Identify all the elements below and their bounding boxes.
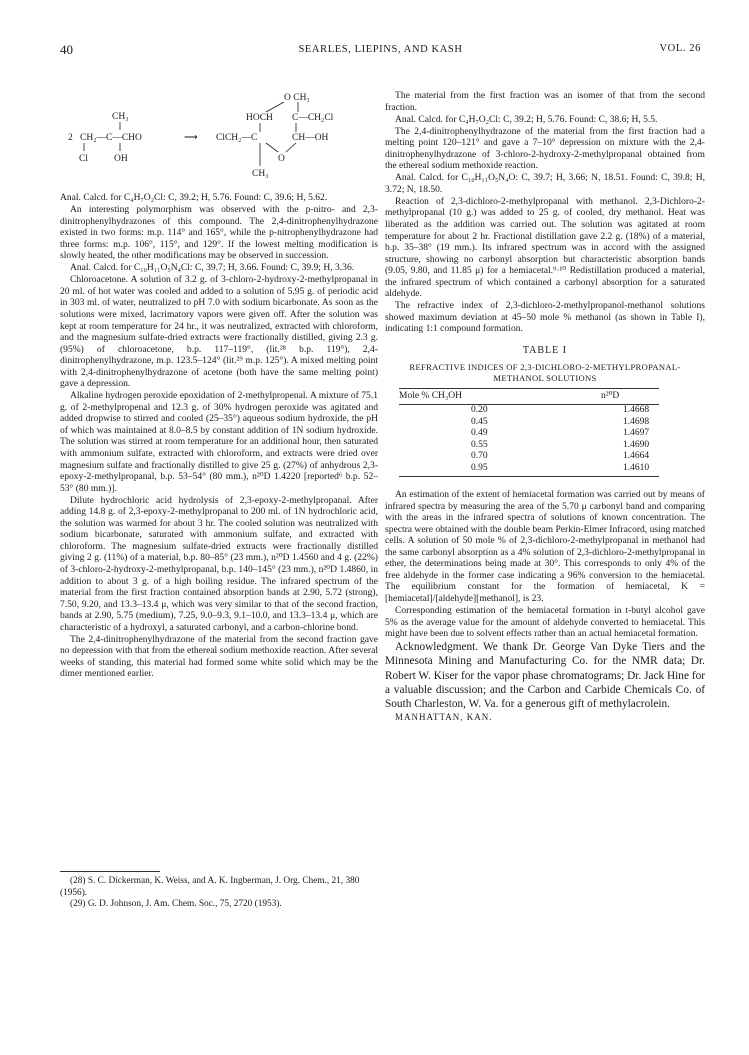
table-row xyxy=(399,440,659,452)
running-header xyxy=(60,42,701,62)
scheme-o-ring: O xyxy=(278,154,285,164)
table-cell-n: 1.4698 xyxy=(623,416,650,427)
table-cell-mole: 0.70 xyxy=(471,451,488,462)
scheme-o-ch3: O CH₃ xyxy=(284,93,310,103)
table-caption xyxy=(385,362,705,384)
footnotes xyxy=(60,871,378,911)
table-cell-n: 1.4668 xyxy=(623,405,650,416)
running-authors: SEARLES, LIEPINS, AND KASH xyxy=(298,44,463,55)
right-para-7: An estimation of the extent of hemiacetal formation was carried out by means of infrared spectra by measuring the area of the 5.70 μ carbonyl band and comparing with the areas in the infrared spectra of solutions of known concentration. The spectra were obtained with the double beam Perkin-Elmer Infracord, using matched cells. A solution of 50 mole % of 2,3-dichloro-2-methylpropanal in methanol had the same carbonyl absorption as a 4% solution of 2,3-dichloro-2-methylpropanal in ether, the determinations being made at 30°. This corresponds to only 4% of the free aldehyde in the former case indicating a 96% conversion to the hemiacetal. The equilibrium constant for the formation of hemiacetal, K = [hemiacetal]/[aldehyde][methanol], is 23. xyxy=(385,489,705,604)
right-para-4: Anal. Calcd. for C₁₀H₁₁O₅N₄O: C, 39.7; H, 3.66; N, 18.51. Found: C, 39.8; H, 3.72; N, 18.50. xyxy=(385,172,705,195)
reaction-scheme-drawing xyxy=(60,90,378,188)
acknowledgment: Acknowledgment. We thank Dr. George Van Dyke Tiers and the Minnesota Mining and Manufacturing Co. for the NMR data; Dr. Robert W. Kiser for the vapor phase chromatograms; Dr. Jack Hine for a valuable discussion; and the Carbon and Carbide Chemicals Co. of South Charleston, W. Va. for a generous gift of methylacrolein. xyxy=(385,641,705,710)
right-para-6: The refractive index of 2,3-dichloro-2-methylpropanol-methanol solutions showed maximum deviation at 45–50 mole % methanol (as shown in Table I), indicating 1:1 compound formation. xyxy=(385,300,705,335)
left-para-4: Chloroacetone. A solution of 3.2 g. of 3-chloro-2-hydroxy-2-methylpropanal in 20 ml. of hot water was cooled and added to a solution of 5.95 g. of periodic acid in 303 ml. of water, neutralized to pH 7.0 with sodium bicarbonate. As soon as the solutions were mixed, lacrimatory vapors were given off. After the solution was kept at room temperature for 24 hr., it was neutralized, extracted with chloroform, and the magnesium sulfate-dried extracts were fractionally distilled, giving 2.3 g. (95%) of chloroacetone, b.p. 117–119°, (lit.²⁸ b.p. 119°), 2,4-dinitrophenylhydrazone, m.p. 123.5–124° (lit.²⁹ m.p. 125°). A mixed melting point with 2,4-dinitrophenylhydrazone of acetone (both have the same melting point) gave a depression. xyxy=(60,274,378,390)
left-para-5: Alkaline hydrogen peroxide epoxidation of 2-methylpropenal. A mixture of 75.1 g. of 2-methylpropenal and 12.3 g. of 30% hydrogen peroxide was agitated and added dropwise to stirred and cooled (25–35°) aqueous sodium hydroxide, the pH of which was maintained at 8.0–8.5 by constant addition of 1N sodium hydroxide. The solution was stirred at room temperature for an additional hour, then saturated with ammonium sulfate, extracted with chloroform, and extracts were dried over magnesium sulfate and fractionally distilled to give 25 g. (27%) of anhydrous 2,3-epoxy-2-methylpropanal, b.p. 53–54° (80 mm.), n²⁰D 1.4220 [reported⁶ b.p. 52–53° (80 mm.)]. xyxy=(60,390,378,494)
table-header-n: n²⁰D xyxy=(601,388,659,405)
scheme-cl: Cl xyxy=(79,154,88,164)
table-header-row xyxy=(399,388,659,405)
reaction-scheme xyxy=(60,90,378,188)
table-title: TABLE I xyxy=(522,344,568,356)
table-caption-line-2: METHANOL SOLUTIONS xyxy=(493,372,597,383)
table-cell-n: 1.4610 xyxy=(601,463,659,477)
scheme-arrow: ⟶ xyxy=(184,133,198,143)
refractive-index-table xyxy=(399,388,659,478)
left-para-6: Dilute hydrochloric acid hydrolysis of 2,3-epoxy-2-methylpropanal. After adding 14.8 g. of 2,3-epoxy-2-methylpropanal to 200 ml. of 1N hydrochloric acid, the solution was warmed for about 3 hr. The cooled solution was neutralized with sodium bicarbonate, saturated with ammonium sulfate, and extracted with chloroform. The magnesium sulfate-dried extracts were fractionally distilled giving 2 g. (11%) of a material, b.p. 80–85° (23 mm.), n²⁰D 1.4560 and 4 g. (22%) of 3-chloro-2-hydroxy-2-methylpropanal, b.p. 140–145° (23 mm.), n²⁰D 1.4860, in addition to about 3 g. of a high boiling residue. The infrared spectrum of the material from the first fraction contained absorption bands at 2.90, 5.72 (strong), 7.50, 9.20, and 13.3–13.4 μ, which was very similar to that of the second fraction, bands at 2.90, 5.75 (medium), 7.25, 9.0–9.3, 9.1–10.0, and 13.3–13.4 μ, which are characteristic of a hydroxyl, a saturated carbonyl, and a carbon-chlorine bond. xyxy=(60,494,378,633)
scheme-ch3-top: CH₃ xyxy=(112,112,129,122)
footnote-29: (29) G. D. Johnson, J. Am. Chem. Soc., 75, 2720 (1953). xyxy=(70,899,282,909)
left-para-3: Anal. Calcd. for C₁₀H₁₁O₅N₄Cl: C, 39.7; H, 3.66. Found: C, 39.9; H, 3.36. xyxy=(70,262,355,274)
table-row xyxy=(399,463,659,477)
table-row xyxy=(399,417,659,429)
scheme-oh: OH xyxy=(114,154,128,164)
page-number: 40 xyxy=(60,42,73,57)
right-para-8: Corresponding estimation of the hemiacetal formation in t-butyl alcohol gave 5% as the average value for the amount of aldehyde converted to hemiacetal. This might have been due to solvent effects rather than an actual hemiacetal formation. xyxy=(385,605,705,640)
scheme-ch3-bottom: CH₃ xyxy=(252,169,269,179)
left-para-2: An interesting polymorphism was observed with the p-nitro- and 2,3-dinitrophenylhydrazones of this compound. The 2,4-dinitrophenylhydrazone existed in two forms: m.p. 114° and 165°, while the p-nitrophenylhydrazone had three forms: m.p. 106°, 115°, and 129°. If the lowest melting modification is slowly heated, the other modifications may be observed in succession. xyxy=(60,204,378,262)
table-cell-n: 1.4697 xyxy=(623,428,650,439)
right-para-5: Reaction of 2,3-dichloro-2-methylpropanal with methanol. 2,3-Dichloro-2-methylpropanal (10 g.) was added to 25 g. of cooled, dry methanol. Heat was liberated as the addition was carried out. The solution was agitated at room temperature for about 2 hr. Fractional distillation gave 2.2 g. (18%) of a material, b.p. 35–38° (19 mm.). Its infrared spectrum was in accord with the assigned structure, showing no carbonyl absorption but characteristic absorption bands (9.05, 9.80, and 11.85 μ) for a hemiacetal.⁹·¹⁰ Redistillation produced a material, the infrared spectrum of which contained a carbonyl absorption for a saturated aldehyde. xyxy=(385,195,705,300)
left-para-1: Anal. Calcd. for C₄H₇O₂Cl: C, 39.2; H, 5.76. Found: C, 39.6; H, 5.62. xyxy=(60,192,328,203)
table-cell-mole: 0.55 xyxy=(471,439,488,450)
right-para-2: Anal. Calcd. for C₄H₇O₂Cl: C, 39.2; H, 5.76. Found: C, 38.6; H, 5.5. xyxy=(395,113,658,125)
scheme-ch2-chain: CH₂—C—CHO xyxy=(80,133,142,143)
table-row xyxy=(399,451,659,463)
table-row xyxy=(399,405,659,417)
scheme-coef: 2 xyxy=(68,133,73,143)
table-cell-mole: 0.45 xyxy=(471,416,488,427)
volume-label: VOL. 26 xyxy=(659,43,701,54)
footnote-28: (28) S. C. Dickerman, K. Weiss, and A. K. Ingberman, J. Org. Chem., 21, 380 (1956). xyxy=(60,876,360,898)
scheme-cch2cl: C—CH₂Cl xyxy=(292,113,334,123)
left-column xyxy=(60,90,378,680)
location: MANHATTAN, KAN. xyxy=(395,711,493,722)
right-para-1: The material from the first fraction was an isomer of that from the second fraction. xyxy=(385,90,705,113)
scheme-hoch: HOCH xyxy=(246,113,273,123)
footnote-rule xyxy=(60,871,160,872)
right-column xyxy=(385,90,705,724)
table-cell-mole: 0.95 xyxy=(399,463,601,477)
table-cell-n: 1.4690 xyxy=(623,439,650,450)
table-cell-mole: 0.49 xyxy=(471,428,488,439)
left-para-7: The 2,4-dinitrophenylhydrazone of the material from the second fraction gave no depression with that from the ethereal sodium methoxide reaction. After several weeks of standing, this material had formed some white solid which may be the dimer mentioned earlier. xyxy=(60,633,378,680)
scheme-choh: CH—OH xyxy=(292,133,329,143)
scheme-clch2: ClCH₂—C xyxy=(216,133,258,143)
table-caption-line-1: REFRACTIVE INDICES OF 2,3-DICHLORO-2-METHYLPROPANAL- xyxy=(409,361,681,372)
table-cell-mole: 0.20 xyxy=(471,405,488,416)
table-cell-n: 1.4664 xyxy=(623,451,650,462)
table-header-mole: Mole % CH₃OH xyxy=(399,388,601,405)
table-row xyxy=(399,428,659,440)
right-para-3: The 2,4-dinitrophenylhydrazone of the material from the first fraction had a melting point 120–121° and gave a 7–10° depression on mixture with the 2,4-dinitrophenylhydrazone of 3-chloro-2-hydroxy-2-methylpropanal obtained from the ethereal sodium methoxide reaction. xyxy=(385,125,705,172)
